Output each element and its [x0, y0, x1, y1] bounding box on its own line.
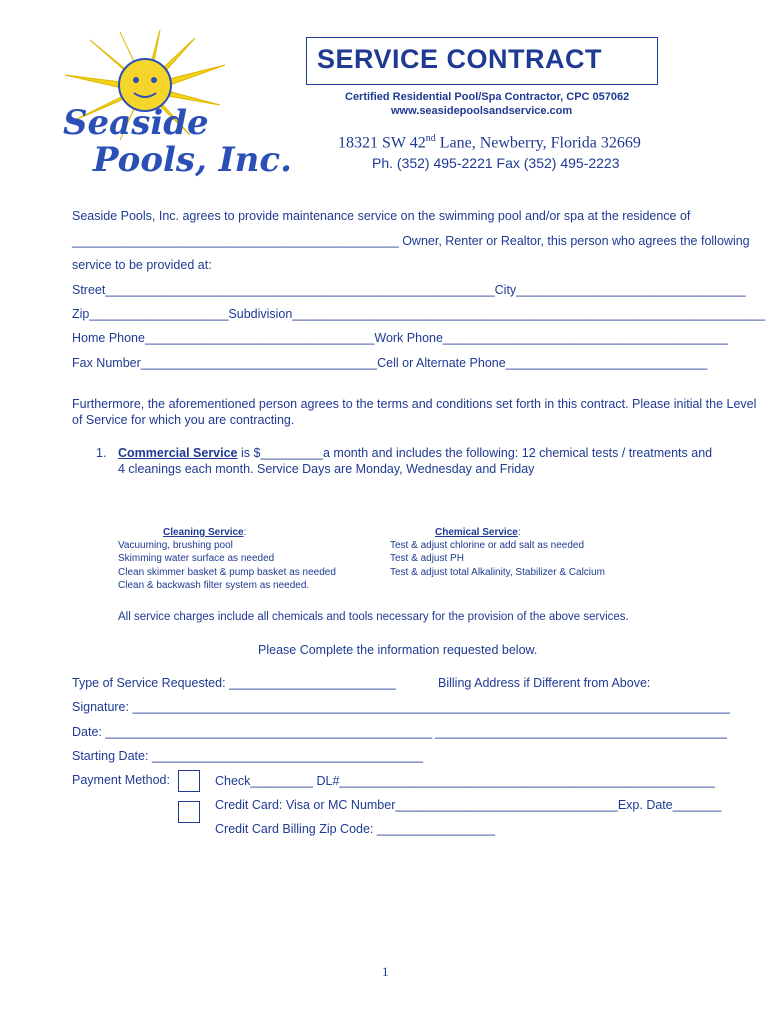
service-item-price[interactable]: is $_________a month and includes the following: 12 chemical tests / treatments and: [237, 446, 713, 460]
billing-address-label: Billing Address if Different from Above:: [438, 676, 651, 690]
fax-cell-fields[interactable]: Fax Number__________________________________Cell or Alternate Phone_____________________________: [72, 356, 708, 370]
intro-line-2: _______________________________________________ Owner, Renter or Realtor, this person who agrees the following: [72, 234, 750, 248]
website-link[interactable]: www.seasidepoolsandservice.com: [391, 105, 573, 117]
check-payment-checkbox[interactable]: [178, 770, 200, 792]
credit-card-checkbox[interactable]: [178, 801, 200, 823]
company-logo: [55, 30, 292, 190]
cleaning-item: Skimming water surface as needed: [118, 553, 275, 564]
billing-address-line-1[interactable]: __________________________________________: [438, 700, 730, 714]
company-address: [338, 133, 641, 152]
cleaning-service-heading: [163, 527, 246, 538]
billing-zip-field[interactable]: Credit Card Billing Zip Code: _________________: [215, 822, 496, 836]
type-of-service-field[interactable]: Type of Service Requested: ________________________: [72, 676, 396, 690]
chemical-item: Test & adjust total Alkalinity, Stabilizer & Calcium: [390, 567, 605, 578]
intro-line-1: Seaside Pools, Inc. agrees to provide maintenance service on the swimming pool and/or spa at the residence of: [72, 209, 691, 223]
address-suffix: nd: [425, 133, 436, 144]
terms-line-1: Furthermore, the aforementioned person agrees to the terms and conditions set forth in this contract. Please initial the Level: [72, 397, 757, 411]
chemical-service-heading: [435, 527, 521, 538]
chemical-item: Test & adjust PH: [390, 553, 464, 564]
intro-line-3: service to be provided at:: [72, 258, 212, 272]
cleaning-item: Clean & backwash filter system as needed.: [118, 580, 310, 591]
logo-line-pools: Pools, Inc.: [93, 140, 292, 180]
chemical-item: Test & adjust chlorine or add salt as needed: [390, 540, 585, 551]
please-complete-note: Please Complete the information requested below.: [258, 643, 538, 657]
cleaning-heading-colon: :: [243, 527, 247, 538]
page-title: SERVICE CONTRACT: [317, 44, 603, 74]
address-city: Lane, Newberry, Florida 32669: [435, 134, 641, 152]
terms-line-2: of Service for which you are contracting.: [72, 413, 295, 427]
signature-field[interactable]: Signature: ____________________________________________: [72, 700, 439, 714]
street-city-field[interactable]: Street________________________________________________________City_________________________________: [72, 283, 746, 297]
page-number: 1: [382, 964, 389, 979]
billing-address-line-2[interactable]: __________________________________________: [435, 725, 727, 739]
chemical-heading-colon: :: [517, 527, 521, 538]
cleaning-heading-label: Cleaning Service: [163, 527, 244, 538]
contractor-license: Certified Residential Pool/Spa Contractor, CPC 057062: [345, 91, 630, 103]
address-street: 18321 SW 42: [338, 134, 426, 152]
service-item-line-2: 4 cleanings each month. Service Days are Monday, Wednesday and Friday: [118, 462, 535, 476]
phone-fields[interactable]: Home Phone_________________________________Work Phone_________________________________________: [72, 331, 728, 345]
logo-line-seaside: Seaside: [63, 103, 209, 143]
chemical-heading-label: Chemical Service: [435, 527, 518, 538]
check-dl-field[interactable]: Check_________ DL#______________________________________________________: [215, 774, 715, 788]
zip-subdivision-field[interactable]: Zip____________________Subdivision____________________________________________________________________: [72, 307, 766, 321]
charges-note: All service charges include all chemicals and tools necessary for the provision of the above services.: [118, 611, 629, 623]
cleaning-item: Vacuuming, brushing pool: [118, 540, 233, 551]
service-item-number: 1.: [96, 446, 107, 460]
service-item-line-1: [118, 446, 712, 460]
phone-fax: Ph. (352) 495-2221 Fax (352) 495-2223: [372, 155, 620, 171]
starting-date-field[interactable]: Starting Date: _______________________________________: [72, 749, 424, 763]
commercial-service-label: Commercial Service: [118, 446, 238, 460]
credit-card-field[interactable]: Credit Card: Visa or MC Number________________________________Exp. Date_______: [215, 798, 722, 812]
date-field[interactable]: Date: _______________________________________________: [72, 725, 433, 739]
title-box: [306, 37, 658, 85]
cleaning-item: Clean skimmer basket & pump basket as needed: [118, 567, 336, 578]
payment-method-label: Payment Method:: [72, 773, 170, 787]
